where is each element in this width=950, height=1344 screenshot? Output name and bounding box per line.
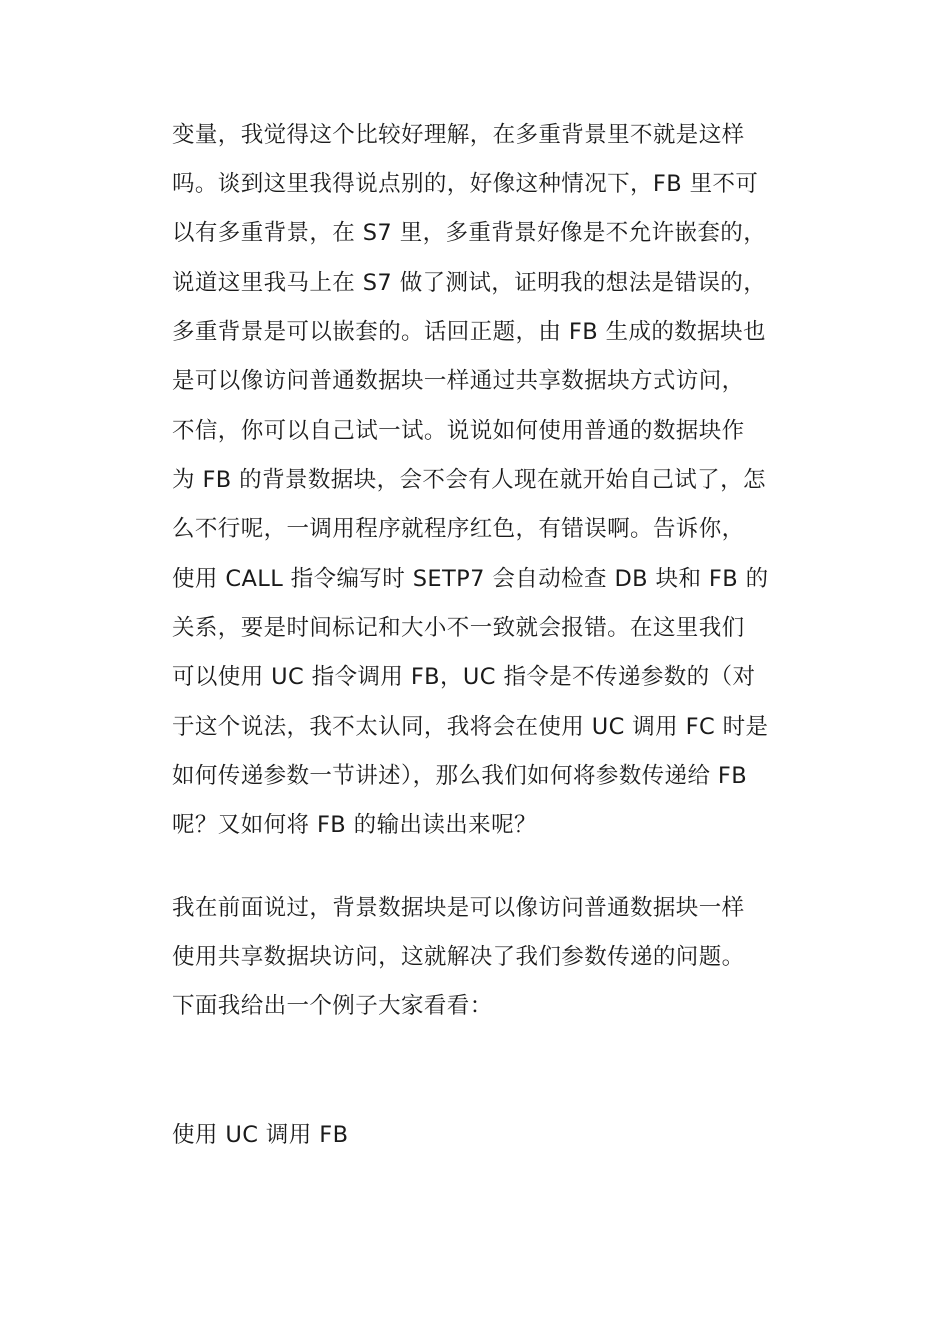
paragraph-line: 关系，要是时间标记和大小不一致就会报错。在这里我们 <box>172 615 745 641</box>
paragraph-line: 下面我给出一个例子大家看看： <box>172 993 493 1019</box>
paragraph-line: 多重背景是可以嵌套的。话回正题，由 FB 生成的数据块也 <box>172 319 766 345</box>
paragraph-line: 吗。谈到这里我得说点别的，好像这种情况下，FB 里不可 <box>172 171 759 197</box>
paragraph-line: 如何传递参数一节讲述），那么我们如何将参数传递给 FB <box>172 763 748 789</box>
paragraph-line: 为 FB 的背景数据块，会不会有人现在就开始自己试了，怎 <box>172 467 766 493</box>
paragraph-line: 说道这里我马上在 S7 做了测试，证明我的想法是错误的， <box>172 270 767 296</box>
paragraph-line: 于这个说法，我不太认同，我将会在使用 UC 调用 FC 时是 <box>172 714 769 740</box>
paragraph-line: 不信，你可以自己试一试。说说如何使用普通的数据块作 <box>172 418 745 444</box>
paragraph-line: 是可以像访问普通数据块一样通过共享数据块方式访问， <box>172 368 745 394</box>
paragraph-line: 变量，我觉得这个比较好理解，在多重背景里不就是这样 <box>172 122 745 148</box>
paragraph-line: 使用共享数据块访问，这就解决了我们参数传递的问题。 <box>172 944 745 970</box>
paragraph-line: 使用 CALL 指令编写时 SETP7 会自动检查 DB 块和 FB 的 <box>172 566 769 592</box>
section-heading: 使用 UC 调用 FB <box>172 1122 349 1148</box>
paragraph-line: 我在前面说过，背景数据块是可以像访问普通数据块一样 <box>172 895 745 921</box>
paragraph-line: 可以使用 UC 指令调用 FB，UC 指令是不传递参数的（对 <box>172 664 756 690</box>
paragraph-line: 呢？又如何将 FB 的输出读出来呢？ <box>172 812 537 838</box>
paragraph-line: 么不行呢，一调用程序就程序红色，有错误啊。告诉你， <box>172 516 745 542</box>
paragraph-line: 以有多重背景，在 S7 里，多重背景好像是不允许嵌套的， <box>172 220 767 246</box>
